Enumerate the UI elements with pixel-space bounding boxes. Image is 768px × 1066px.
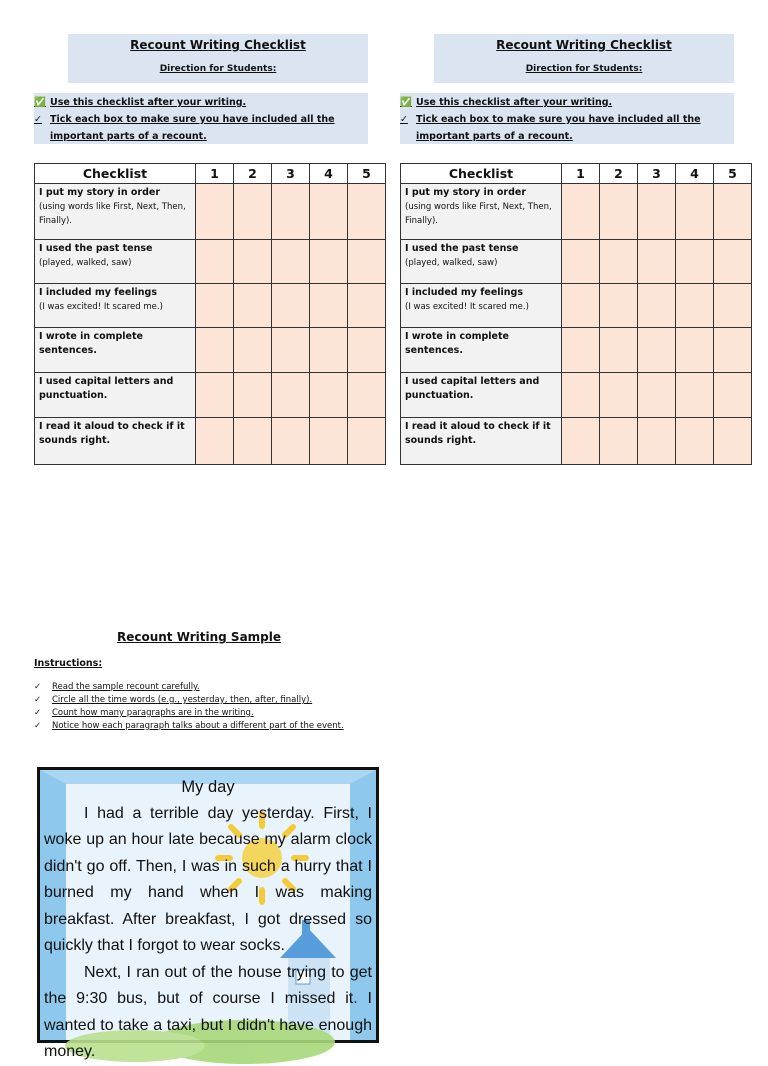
- tick-box[interactable]: [638, 328, 676, 373]
- tick-box[interactable]: [714, 284, 752, 328]
- item-label: I put my story in order: [39, 187, 161, 198]
- item-label: I used the past tense: [39, 243, 153, 254]
- tick-box[interactable]: [714, 418, 752, 465]
- item-label: I included my feelings: [405, 287, 524, 298]
- direction-line: [400, 128, 734, 145]
- direction-line: [400, 111, 734, 128]
- sample-title: Recount Writing Sample: [116, 630, 282, 644]
- tick-box[interactable]: [638, 240, 676, 284]
- direction-line: [34, 111, 368, 128]
- tick-box[interactable]: [600, 328, 638, 373]
- tick-box[interactable]: [310, 284, 348, 328]
- table-row: [401, 328, 752, 373]
- story-paragraph: Next, I ran out of the house trying to get the 9:30 bus, but of course I missed it. I wanted to take a taxi, but I didn't have enough money.: [44, 963, 372, 1060]
- tick-box[interactable]: [676, 284, 714, 328]
- tick-box[interactable]: [234, 328, 272, 373]
- tick-box[interactable]: [196, 373, 234, 418]
- direction-text: Tick each box to make sure you have included all the: [50, 114, 335, 125]
- tick-box[interactable]: [272, 240, 310, 284]
- table-row: [401, 184, 752, 240]
- tick-box[interactable]: [272, 284, 310, 328]
- tick-box[interactable]: [638, 284, 676, 328]
- tick-box[interactable]: [562, 184, 600, 240]
- table-row: [401, 373, 752, 418]
- checklist-subtitle: Direction for Students:: [525, 64, 643, 74]
- check-icon: ✓: [34, 695, 42, 705]
- item-note: (played, walked, saw): [39, 258, 132, 268]
- check-icon: ✅: [34, 97, 46, 108]
- tick-box[interactable]: [310, 328, 348, 373]
- direction-text: Tick each box to make sure you have included all the: [416, 114, 701, 125]
- tick-box[interactable]: [348, 184, 386, 240]
- item-label: I used capital letters and punctuation.: [405, 376, 540, 401]
- tick-box[interactable]: [676, 328, 714, 373]
- instructions-heading: Instructions:: [34, 658, 103, 669]
- tick-box[interactable]: [310, 184, 348, 240]
- story-paragraph: I had a terrible day yesterday. First, I woke up an hour late because my alarm clock didn't go off. Then, I was in such a hurry that I burned my hand when I was making breakfast. After breakfast, I got dressed so quickly that I forgot to wear socks.: [44, 804, 372, 954]
- tick-box[interactable]: [196, 328, 234, 373]
- item-note: (I was excited! It scared me.): [405, 302, 529, 312]
- tick-box[interactable]: [600, 284, 638, 328]
- tick-box[interactable]: [714, 240, 752, 284]
- item-label: I wrote in complete sentences.: [405, 331, 509, 356]
- tick-box[interactable]: [310, 240, 348, 284]
- checklist-item: [401, 373, 562, 418]
- check-icon: ✓: [34, 114, 42, 125]
- table-row: [35, 184, 386, 240]
- item-label: I read it aloud to check if it sounds right.: [405, 421, 551, 446]
- tick-box[interactable]: [600, 373, 638, 418]
- tick-box[interactable]: [196, 418, 234, 465]
- table-row: [35, 284, 386, 328]
- item-label: I read it aloud to check if it sounds right.: [39, 421, 185, 446]
- item-note: (played, walked, saw): [405, 258, 498, 268]
- check-icon: ✓: [34, 721, 42, 731]
- tick-box[interactable]: [272, 418, 310, 465]
- tick-box[interactable]: [600, 240, 638, 284]
- tick-box[interactable]: [348, 418, 386, 465]
- column-header: 2: [600, 164, 638, 184]
- direction-line: [34, 94, 368, 111]
- instruction-text: Read the sample recount carefully.: [52, 682, 200, 692]
- tick-box[interactable]: [600, 184, 638, 240]
- tick-box[interactable]: [562, 284, 600, 328]
- tick-box[interactable]: [562, 328, 600, 373]
- tick-box[interactable]: [234, 240, 272, 284]
- list-item: [34, 707, 394, 720]
- tick-box[interactable]: [562, 418, 600, 465]
- sample-section: [34, 630, 394, 733]
- item-label: I wrote in complete sentences.: [39, 331, 143, 356]
- column-header: 5: [714, 164, 752, 184]
- column-header: 1: [196, 164, 234, 184]
- checklist-header: [434, 34, 734, 83]
- tick-box[interactable]: [196, 284, 234, 328]
- checklist-table: [34, 163, 386, 465]
- table-row: [35, 418, 386, 465]
- tick-box[interactable]: [714, 373, 752, 418]
- tick-box[interactable]: [348, 328, 386, 373]
- checklist-item: [35, 328, 196, 373]
- tick-box[interactable]: [272, 373, 310, 418]
- tick-box[interactable]: [600, 418, 638, 465]
- checklist-header: [68, 34, 368, 83]
- column-header: Checklist: [35, 164, 196, 184]
- table-header-row: [35, 164, 386, 184]
- tick-box[interactable]: [638, 418, 676, 465]
- item-label: I used capital letters and punctuation.: [39, 376, 174, 401]
- story-text: [44, 774, 372, 1066]
- story-title: My day: [181, 778, 235, 796]
- column-header: 3: [638, 164, 676, 184]
- tick-box[interactable]: [562, 240, 600, 284]
- directions-box: [34, 93, 368, 144]
- checklist-item: [401, 328, 562, 373]
- table-row: [35, 373, 386, 418]
- instruction-text: Notice how each paragraph talks about a different part of the event.: [52, 721, 344, 731]
- column-header: 4: [310, 164, 348, 184]
- tick-box[interactable]: [234, 418, 272, 465]
- table-row: [401, 240, 752, 284]
- table-row: [401, 418, 752, 465]
- tick-box[interactable]: [196, 240, 234, 284]
- item-note: (using words like First, Next, Then, Finally).: [405, 202, 552, 226]
- checklist-item: [35, 418, 196, 465]
- checklist-item: [35, 184, 196, 240]
- direction-text: Use this checklist after your writing.: [50, 97, 247, 108]
- item-label: I put my story in order: [405, 187, 527, 198]
- instructions-list: [34, 681, 394, 733]
- table-header-row: [401, 164, 752, 184]
- checklist-panel-right: [400, 34, 754, 465]
- checklist-item: [35, 373, 196, 418]
- checklist-item: [401, 284, 562, 328]
- checklist-subtitle: Direction for Students:: [159, 64, 277, 74]
- tick-box[interactable]: [348, 284, 386, 328]
- checklist-item: [401, 418, 562, 465]
- column-header: 5: [348, 164, 386, 184]
- check-icon: ✅: [400, 97, 412, 108]
- column-header: 2: [234, 164, 272, 184]
- direction-text: Use this checklist after your writing.: [416, 97, 613, 108]
- tick-box[interactable]: [234, 184, 272, 240]
- checklist-item: [35, 240, 196, 284]
- tick-box[interactable]: [348, 240, 386, 284]
- list-item: [34, 694, 394, 707]
- list-item: [34, 720, 394, 733]
- tick-box[interactable]: [272, 328, 310, 373]
- instruction-text: Count how many paragraphs are in the writing.: [52, 708, 254, 718]
- directions-box: [400, 93, 734, 144]
- column-header: 1: [562, 164, 600, 184]
- checklist-item: [401, 240, 562, 284]
- tick-box[interactable]: [638, 184, 676, 240]
- instruction-text: Circle all the time words (e.g., yesterday, then, after, finally).: [52, 695, 313, 705]
- tick-box[interactable]: [272, 184, 310, 240]
- column-header: Checklist: [401, 164, 562, 184]
- checklist-item: [401, 184, 562, 240]
- table-row: [401, 284, 752, 328]
- check-icon: ✓: [34, 682, 42, 692]
- checklist-panel-left: [34, 34, 388, 465]
- item-label: I used the past tense: [405, 243, 519, 254]
- tick-box[interactable]: [676, 240, 714, 284]
- story-image: [37, 767, 379, 1060]
- item-note: (I was excited! It scared me.): [39, 302, 163, 312]
- tick-box[interactable]: [714, 328, 752, 373]
- tick-box[interactable]: [310, 373, 348, 418]
- column-header: 4: [676, 164, 714, 184]
- direction-text: important parts of a recount.: [416, 131, 573, 142]
- tick-box[interactable]: [234, 284, 272, 328]
- direction-line: [400, 94, 734, 111]
- tick-box[interactable]: [676, 373, 714, 418]
- checklist-title: Recount Writing Checklist: [130, 38, 306, 52]
- checklist-item: [35, 284, 196, 328]
- checklist-table: [400, 163, 752, 465]
- table-row: [35, 240, 386, 284]
- tick-box[interactable]: [562, 373, 600, 418]
- tick-box[interactable]: [676, 418, 714, 465]
- tick-box[interactable]: [234, 373, 272, 418]
- direction-text: important parts of a recount.: [50, 131, 207, 142]
- item-label: I included my feelings: [39, 287, 158, 298]
- table-row: [35, 328, 386, 373]
- tick-box[interactable]: [714, 184, 752, 240]
- tick-box[interactable]: [310, 418, 348, 465]
- tick-box[interactable]: [676, 184, 714, 240]
- tick-box[interactable]: [348, 373, 386, 418]
- tick-box[interactable]: [196, 184, 234, 240]
- item-note: (using words like First, Next, Then, Finally).: [39, 202, 186, 226]
- direction-line: [34, 128, 368, 145]
- list-item: [34, 681, 394, 694]
- column-header: 3: [272, 164, 310, 184]
- check-icon: ✓: [400, 114, 408, 125]
- tick-box[interactable]: [638, 373, 676, 418]
- checklist-title: Recount Writing Checklist: [496, 38, 672, 52]
- check-icon: ✓: [34, 708, 42, 718]
